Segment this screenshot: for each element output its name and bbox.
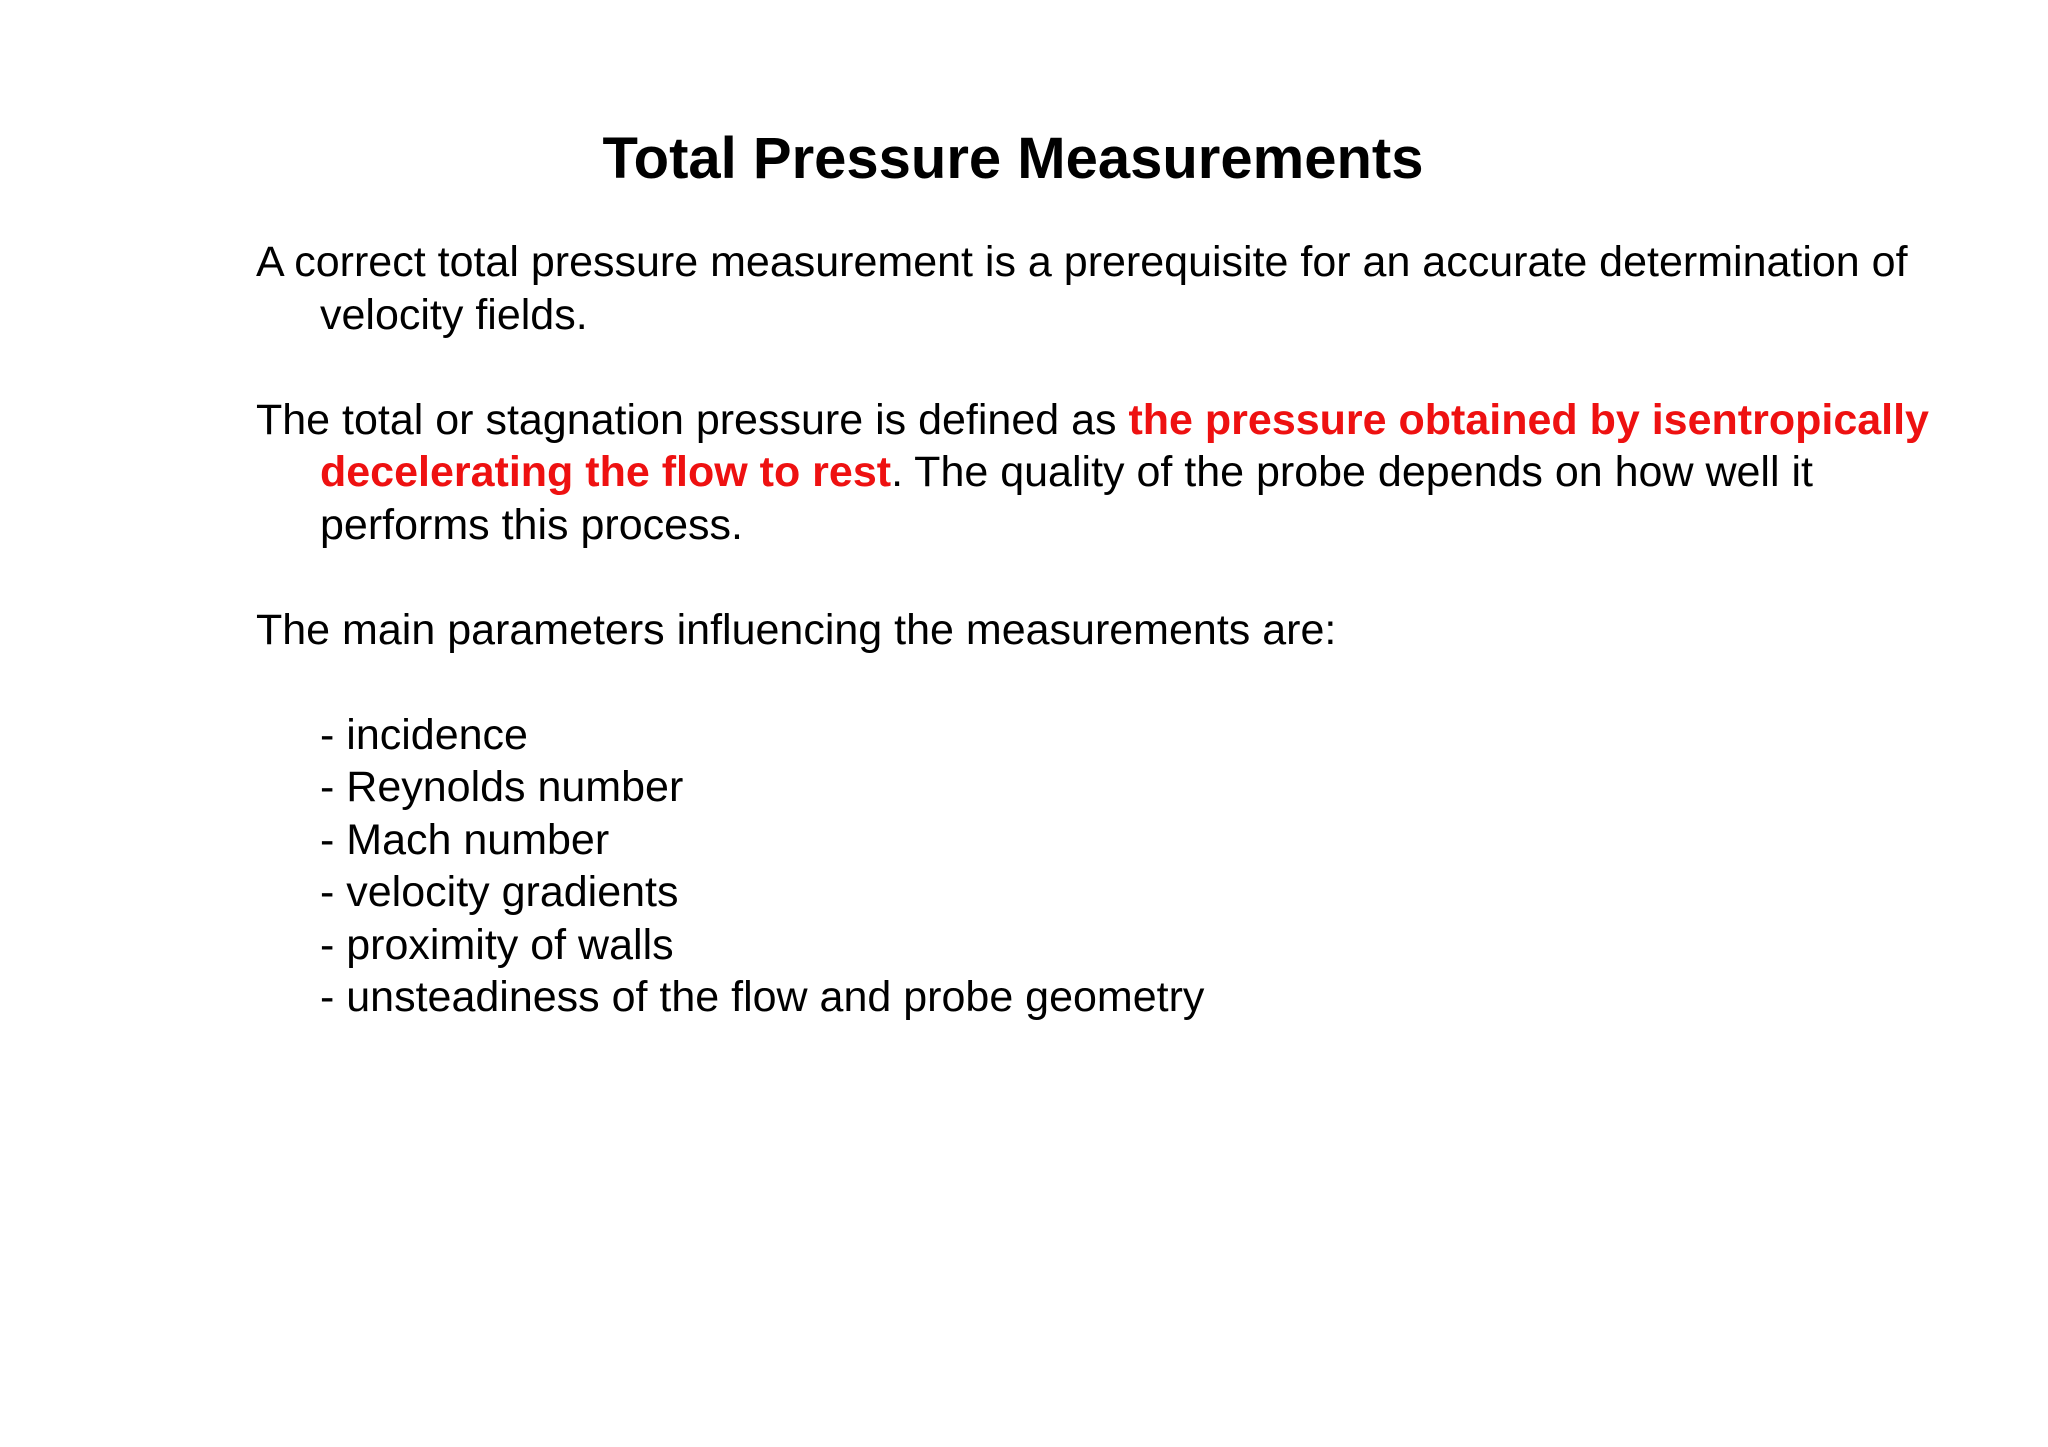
list-item: - velocity gradients [320,868,679,916]
spacer [256,551,1976,604]
definition-paragraph [256,394,1976,552]
definition-text-before: The total or stagnation pressure is defined as [256,395,1129,444]
spacer [256,341,1976,394]
slide-body [256,236,1976,1024]
list-item: - proximity of walls [320,920,674,969]
spacer [256,656,1976,709]
list-item: - unsteadiness of the flow and probe geometry [320,973,1205,1021]
list-item: - Reynolds number [320,763,684,811]
definition-highlight: the pressure obtained by isentropically decelerating the flow to rest [320,395,1929,496]
parameters-intro: The main parameters influencing the measurements are: [256,605,1337,654]
definition-text-after: . The quality of the probe depends on how well it performs this process. [320,448,1813,549]
list-item: - Mach number [320,815,610,864]
slide-title: Total Pressure Measurements [602,126,1424,191]
list-item: - incidence [320,710,528,759]
parameter-list [256,709,1976,1024]
intro-paragraph: A correct total pressure measurement is a prerequisite for an accurate determination of velocity fields. [256,238,1908,339]
